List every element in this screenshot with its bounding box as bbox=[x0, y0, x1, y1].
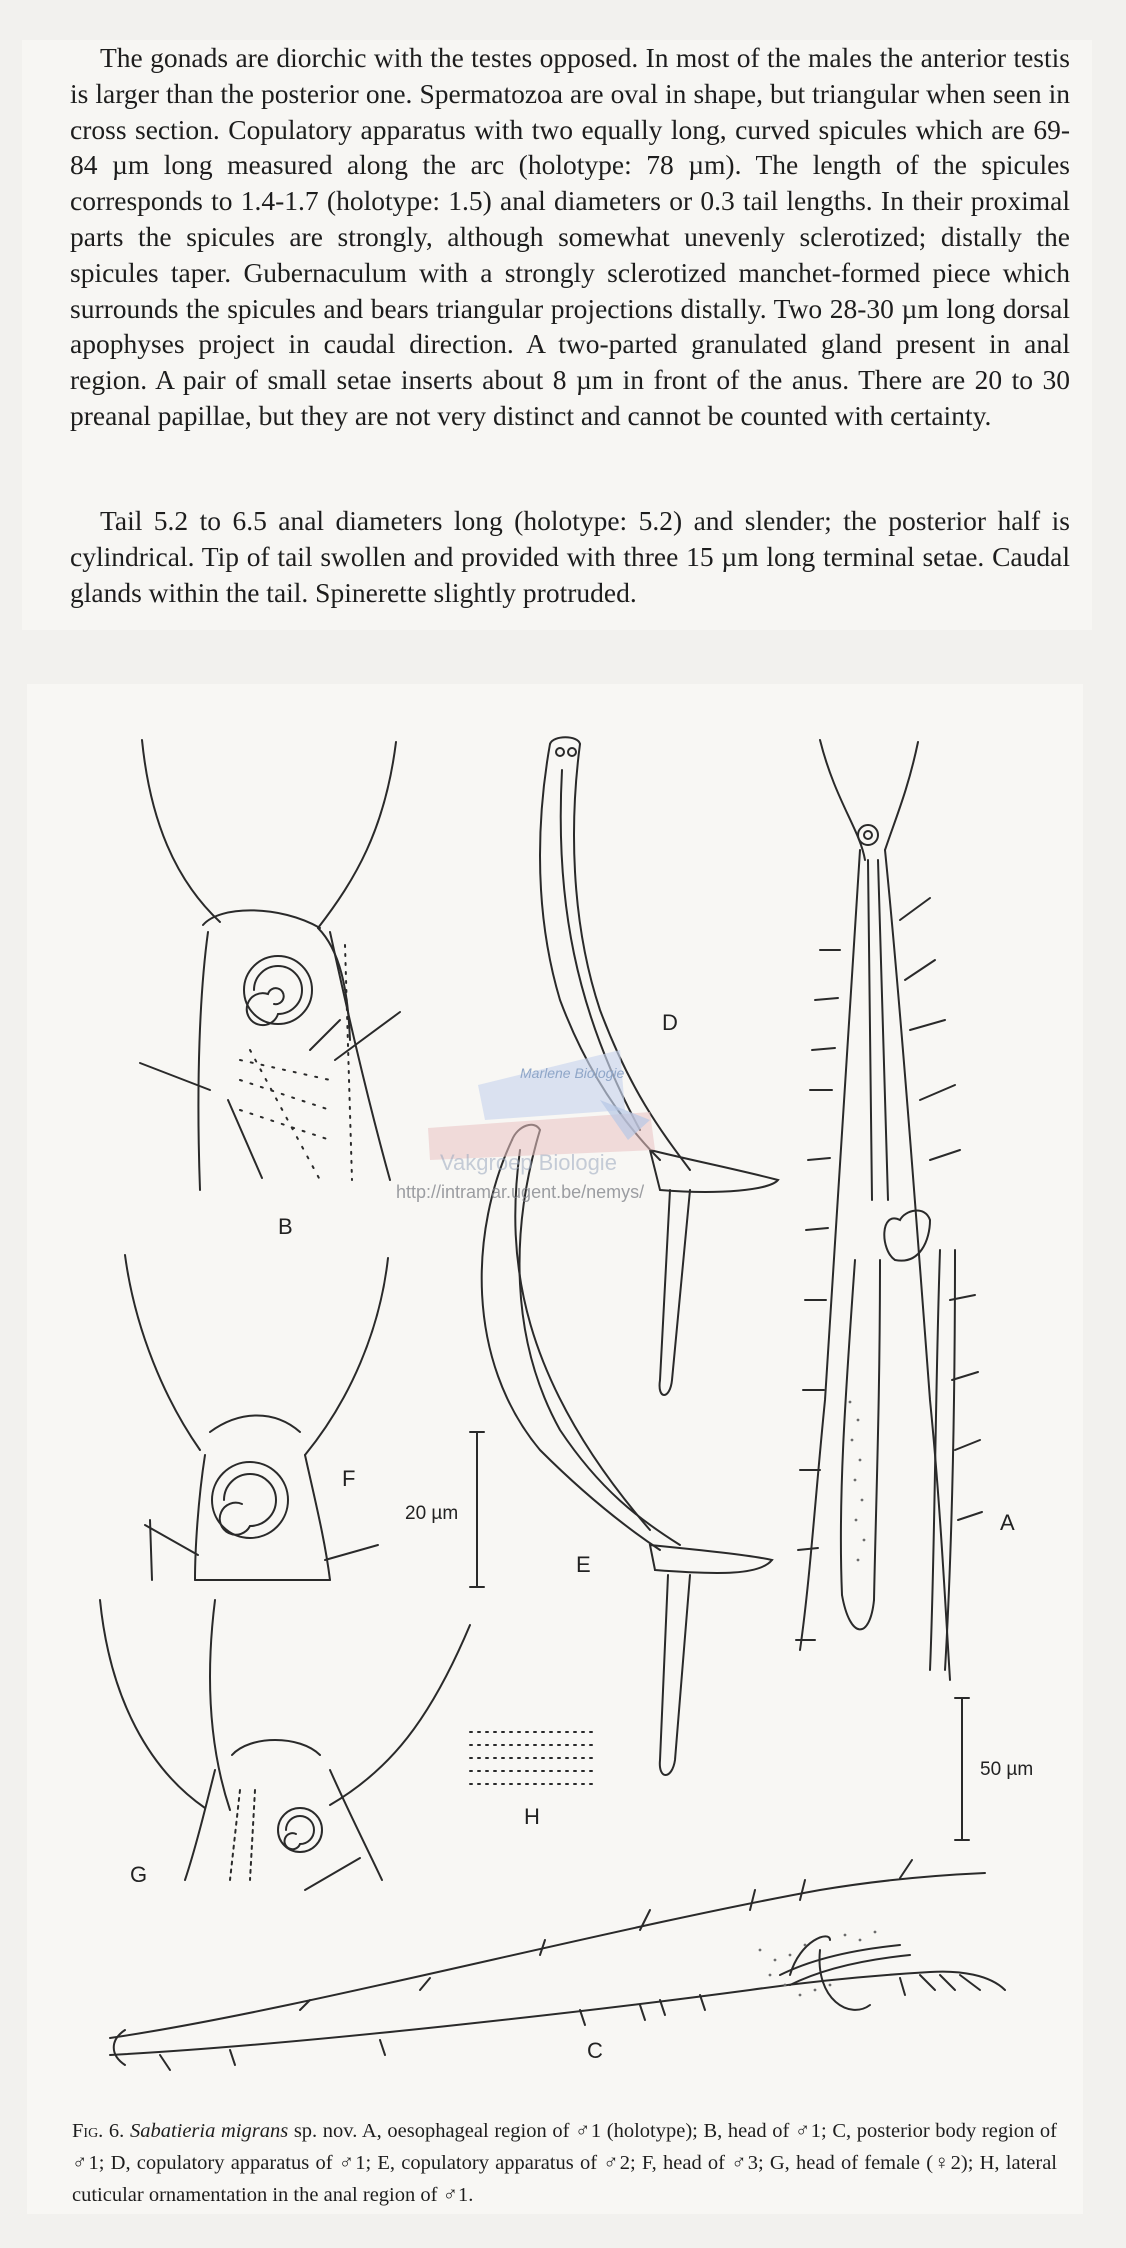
caption-fig-label: Fig. 6. bbox=[72, 2120, 125, 2142]
paragraph-1-text: The gonads are diorchic with the testes opposed. In most of the males the anterior testis is larger than the posterior one. Spermatozoa are oval in shape, but triangular when seen in cross section. Copulatory apparatus with two equally long, curved spicules which are 69-84 µm long measured along the arc (holotype: 78 µm). The length of the spicules corresponds to 1.4-1.7 (holotype: 1.5) anal diameters or 0.3 tail lengths. In their proximal parts the spicules are strongly, although somewhat unevenly sclerotized; distally the spicules taper. Gubernaculum with a strongly sclerotized manchet-formed piece which surrounds the spicules and bears triangular projections distally. Two 28-30 µm long dorsal apophyses project in caudal direction. A two-parted granulated gland present in anal region. A pair of small setae inserts about 8 µm in front of the anus. There are 20 to 30 preanal papillae, but they are not very distinct and cannot be counted with certainty. bbox=[70, 42, 1070, 431]
figure-caption bbox=[72, 2115, 1057, 2211]
panel-e-drawing bbox=[482, 1125, 772, 1775]
scale-bar-20-label: 20 µm bbox=[405, 1503, 459, 1524]
panel-label-b: B bbox=[278, 1214, 293, 1239]
panel-b-drawing bbox=[140, 740, 400, 1190]
panel-label-h: H bbox=[524, 1804, 540, 1829]
panel-c-drawing bbox=[110, 1860, 1005, 2070]
panel-label-d: D bbox=[662, 1010, 678, 1035]
watermark-url: http://intramar.ugent.be/nemys/ bbox=[396, 1182, 645, 1202]
panel-label-c: C bbox=[587, 2038, 603, 2063]
paragraph-2-text: Tail 5.2 to 6.5 anal diameters long (holotype: 5.2) and slender; the posterior half is cylindrical. Tip of tail swollen and provided with three 15 µm long terminal setae. Caudal glands within the tail. Spinerette slightly protruded. bbox=[70, 505, 1070, 608]
panel-g-drawing bbox=[100, 1600, 470, 1890]
scale-bar-50-label: 50 µm bbox=[980, 1759, 1034, 1780]
watermark-logo bbox=[396, 1050, 655, 1202]
panel-label-f: F bbox=[342, 1466, 356, 1491]
caption-text: sp. nov. A, oesophageal region of ♂1 (holotype); B, head of ♂1; C, posterior body region of ♂1; D, copulatory apparatus of ♂1; E, copulatory apparatus of ♂2; F, head of ♂3; G, head of female (♀2); H, lateral cuticular ornamentation in the anal region of ♂1. bbox=[72, 2120, 1057, 2206]
panel-a-drawing bbox=[796, 740, 982, 1680]
watermark-word: Vakgroep Biologie bbox=[440, 1150, 617, 1175]
panel-label-e: E bbox=[576, 1552, 591, 1577]
panel-label-g: G bbox=[130, 1862, 148, 1887]
watermark-logo-text: Marlene Biologie bbox=[520, 1065, 625, 1081]
panel-f-drawing bbox=[125, 1255, 388, 1580]
panel-label-a: A bbox=[1000, 1510, 1015, 1535]
panel-h-drawing bbox=[470, 1732, 595, 1784]
caption-species: Sabatieria migrans bbox=[129, 2120, 289, 2142]
